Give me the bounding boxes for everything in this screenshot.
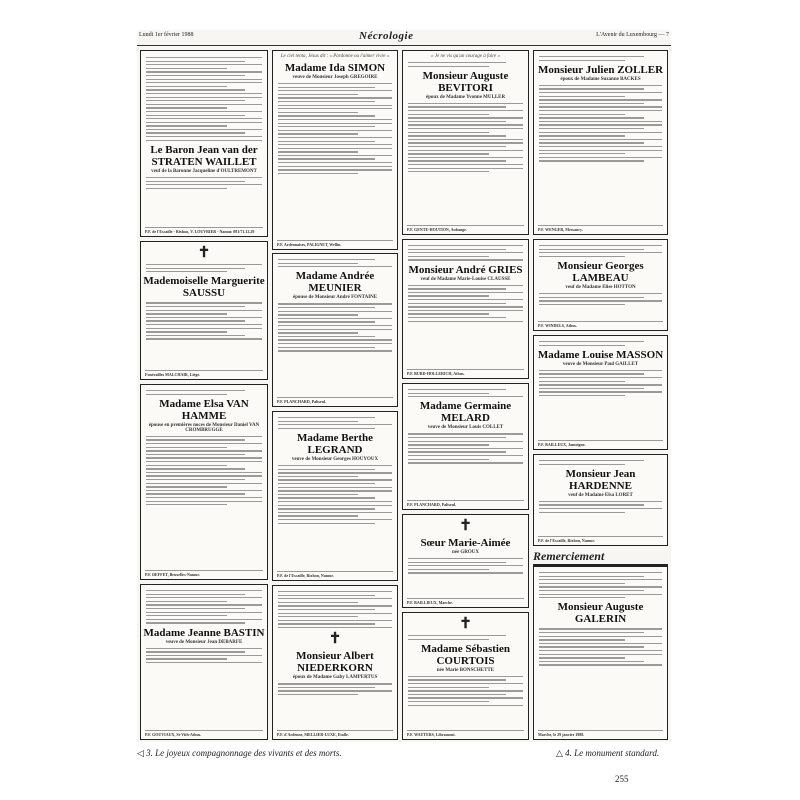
deceased-name: Monsieur André GRIES xyxy=(408,263,523,276)
death-notice xyxy=(272,253,398,407)
cross-icon: ✝ xyxy=(459,518,472,534)
spouse-line: veuf de Madame Elise HOTTON xyxy=(565,285,636,291)
funeral-home: P.F. WAUTERS, Libramont. xyxy=(407,730,524,737)
funeral-home: P.F. de l'Escaille - Rixhon, V. LOUVRIER - Namur. 081/71.12.29 xyxy=(145,227,263,234)
funeral-home: P.F. PLANCHARD, Paliseul. xyxy=(277,397,393,404)
death-notice xyxy=(402,612,529,740)
funeral-home: P.F. de l'Escaille, Rixhon, Namur. xyxy=(538,536,663,543)
funeral-home: P.F. de l'Escaille, Rixhon, Namur. xyxy=(277,571,393,578)
funeral-home: P.F. PLANCHARD, Paliseul. xyxy=(407,500,524,507)
deceased-name: Madame Ida SIMON xyxy=(284,62,386,74)
remerciement-heading: Remerciement xyxy=(533,549,668,566)
page-number: 255 xyxy=(615,774,629,784)
spouse-line: époux de Madame Yvonne MULLER xyxy=(425,94,506,100)
death-notice xyxy=(533,50,668,235)
deceased-name: Sœur Marie-Aimée xyxy=(420,537,511,549)
thank-you-notice xyxy=(533,566,668,740)
funeral-home: P.F. WENGER, Messancy. xyxy=(538,225,663,232)
deceased-name: Monsieur Julien ZOLLER xyxy=(537,63,664,76)
header-date: Lundi 1er février 1988 xyxy=(139,32,194,38)
deceased-name: Le Baron Jean van der STRATEN WAILLET xyxy=(150,143,258,168)
section-title: Nécrologie xyxy=(359,30,414,42)
spouse-line: époux de Madame Gaby LAMPERTUS xyxy=(292,675,378,681)
deceased-name: Madame Andrée MEUNIER xyxy=(295,270,375,295)
funeral-home: P.F. BURD-HOLLERICH, Athus. xyxy=(407,369,524,376)
death-notice xyxy=(533,454,668,546)
spouse-line: veuf de Madame Marie-Louise CLAUSSE xyxy=(420,276,511,282)
spouse-line: veuve de Monsieur Georges HOUYOUX xyxy=(291,457,379,463)
spouse-line: veuve de Monsieur Paul GAILLET xyxy=(562,361,639,367)
death-notice xyxy=(140,584,268,740)
verse: « Je ne vis qu'un courage à faire » xyxy=(431,54,500,59)
spouse-line: veuf de Madame Elsa LORET xyxy=(568,492,633,498)
deceased-name: Mademoiselle Marguerite SAUSSU xyxy=(143,275,265,300)
death-notice xyxy=(402,514,529,608)
spouse-line: épouse en premières noces de Monsieur Daniel VAN CROMBRUGGE xyxy=(148,422,260,433)
deceased-name: Monsieur Georges LAMBEAU xyxy=(557,260,644,285)
verse: Le ciel tenta, Jésus dit : « Pardonne ou l'aimer vivre » xyxy=(280,54,390,59)
funeral-home: P.F. GOUVIAUX, St-Vith-Athus. xyxy=(145,730,263,737)
death-notice xyxy=(533,335,668,450)
death-notice xyxy=(140,50,268,237)
spouse-line: née GROUX xyxy=(451,550,480,555)
death-notice xyxy=(272,50,398,250)
caption-figure-4: △ 4. Le monument standard. xyxy=(556,748,660,758)
funeral-home: P.F. GENTE-HOUTION, Aubange. xyxy=(407,225,524,232)
funeral-home: P.F. DEFFET, Bruxelles-Namur. xyxy=(145,570,263,577)
caption-figure-3: ◁ 3. Le joyeux compagnonnage des vivants et des morts. xyxy=(137,748,342,758)
death-notice xyxy=(402,239,529,379)
death-notice xyxy=(272,411,398,581)
funeral-home: P.F. BAILLIEUX, Marche. xyxy=(407,598,524,605)
deceased-name: Monsieur Auguste GALERIN xyxy=(557,601,644,626)
funeral-home: P.F. WINDELS, Athus. xyxy=(538,321,663,328)
deceased-name: Madame Elsa VAN HAMME xyxy=(159,397,249,422)
deceased-name: Monsieur Auguste BEVITORI xyxy=(422,69,509,94)
spouse-line: veuf de la Baronne Jacqueline d'OULTREMONT xyxy=(151,168,257,174)
deceased-name: Madame Jeanne BASTIN xyxy=(143,626,265,639)
deceased-name: Madame Louise MASSON xyxy=(537,348,664,361)
funeral-home: Funérailles MALCHAIR, Liège. xyxy=(145,370,263,377)
deceased-name: Monsieur Jean HARDENNE xyxy=(565,467,636,492)
header-paper: L'Avenir du Luxembourg — 7 xyxy=(596,32,669,38)
deceased-name: Madame Germaine MELARD xyxy=(419,400,512,425)
funeral-home: P.F. Ardennaises, PALIGNET, Wellin. xyxy=(277,240,393,247)
death-notice xyxy=(272,585,398,740)
spouse-line: née Marie BONSCHETTE xyxy=(436,667,495,673)
deceased-name: Monsieur Albert NIEDERKORN xyxy=(296,650,374,675)
death-notice xyxy=(140,384,268,580)
spouse-line: veuve de Monsieur Joseph GREGOIRE xyxy=(292,75,378,80)
header-rule xyxy=(137,45,671,46)
death-notice xyxy=(402,383,529,510)
death-notice xyxy=(140,241,268,380)
cross-icon: ✝ xyxy=(459,616,472,632)
funeral-home: P.F. BAILLEUX, Jamoigne. xyxy=(538,440,663,447)
page-header xyxy=(137,30,671,48)
spouse-line: épouse de Monsieur André FONTAINE xyxy=(292,295,378,301)
cross-icon: ✝ xyxy=(197,245,211,261)
spouse-line: époux de Madame Suzanne BACKES xyxy=(560,76,641,82)
spouse-line: veuve de Monsieur Jean DEBARFE xyxy=(165,639,243,645)
cross-icon: ✝ xyxy=(328,631,342,648)
death-notice xyxy=(533,239,668,331)
spouse-line: veuve de Monsieur Louis COLLET xyxy=(427,425,504,431)
funeral-home: P.F. d'Ardenne, MELLIER-LUXE, Etalle. xyxy=(277,730,393,737)
death-notice xyxy=(402,50,529,235)
place-date: Marche, le 29 janvier 1988. xyxy=(538,730,663,737)
deceased-name: Madame Berthe LEGRAND xyxy=(296,432,374,457)
deceased-name: Madame Sébastien COURTOIS xyxy=(421,642,510,667)
